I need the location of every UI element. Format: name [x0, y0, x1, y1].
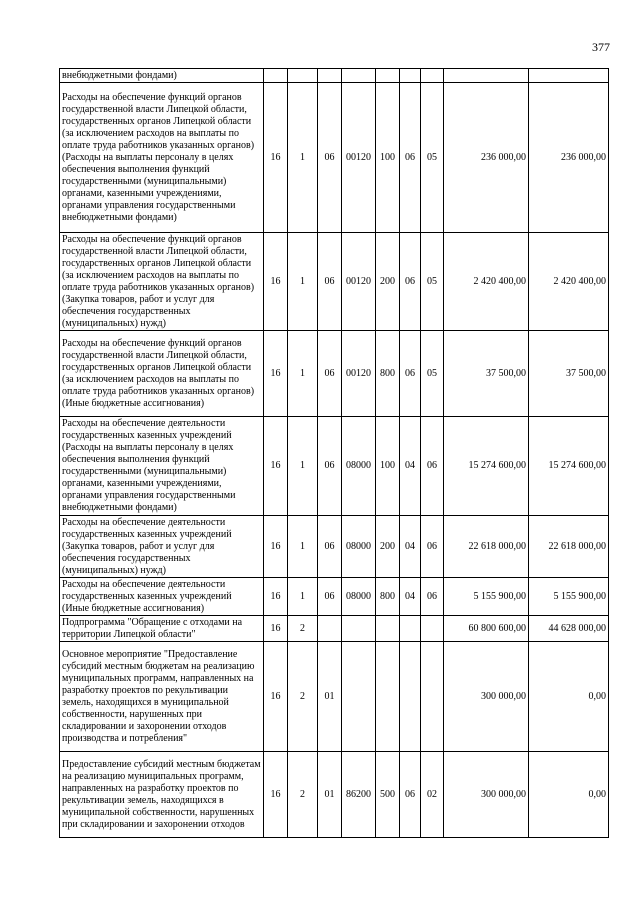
table-row: [60, 642, 609, 752]
cell-section: 06: [400, 331, 421, 417]
cell-event: 06: [318, 516, 342, 578]
cell-expense-type: 100: [376, 417, 400, 516]
cell-subsection: 06: [421, 578, 444, 616]
cell-direction: 00120: [342, 83, 376, 233]
cell-subsection: [421, 616, 444, 642]
cell-admin: 16: [264, 233, 288, 331]
cell-admin: 16: [264, 83, 288, 233]
cell-section: 04: [400, 417, 421, 516]
table-row: [60, 578, 609, 616]
row-description: Расходы на обеспечение функций органов государственной власти Липецкой области, государственных органов Липецкой области (за исключением расходов на выплаты по оплате труда работников указанных органов) (Иные бюджетные ассигнования): [60, 331, 264, 417]
cell-admin: 16: [264, 578, 288, 616]
cell-subprogram: 2: [288, 616, 318, 642]
cell-section: 06: [400, 752, 421, 838]
cell-amount-1: 236 000,00: [444, 83, 529, 233]
budget-table: [59, 68, 609, 838]
cell-expense-type: [376, 616, 400, 642]
cell-amount-2: [529, 69, 609, 83]
cell-amount-1: 60 800 600,00: [444, 616, 529, 642]
cell-subprogram: 1: [288, 83, 318, 233]
cell-expense-type: 800: [376, 578, 400, 616]
cell-subsection: 05: [421, 233, 444, 331]
row-description: Расходы на обеспечение функций органов государственной власти Липецкой области, государственных органов Липецкой области (за исключением расходов на выплаты по оплате труда работников указанных органов) (Закупка товаров, работ и услуг для обеспечения государственных (муниципальных) нужд): [60, 233, 264, 331]
cell-subsection: 06: [421, 417, 444, 516]
cell-subprogram: 1: [288, 578, 318, 616]
cell-event: 06: [318, 331, 342, 417]
cell-subprogram: 1: [288, 233, 318, 331]
cell-expense-type: 100: [376, 83, 400, 233]
cell-subprogram: 1: [288, 516, 318, 578]
cell-section: [400, 642, 421, 752]
cell-amount-2: 2 420 400,00: [529, 233, 609, 331]
cell-section: 06: [400, 83, 421, 233]
cell-admin: 16: [264, 516, 288, 578]
cell-subsection: 02: [421, 752, 444, 838]
cell-subsection: [421, 69, 444, 83]
cell-event: 06: [318, 417, 342, 516]
cell-admin: 16: [264, 642, 288, 752]
cell-amount-1: 300 000,00: [444, 752, 529, 838]
cell-event: [318, 616, 342, 642]
table-row: [60, 752, 609, 838]
cell-direction: [342, 616, 376, 642]
cell-admin: 16: [264, 752, 288, 838]
cell-event: 01: [318, 752, 342, 838]
row-description: Подпрограмма "Обращение с отходами на территории Липецкой области": [60, 616, 264, 642]
cell-amount-1: 300 000,00: [444, 642, 529, 752]
cell-subprogram: 1: [288, 331, 318, 417]
cell-subprogram: 2: [288, 642, 318, 752]
row-description: внебюджетными фондами): [60, 69, 264, 83]
cell-amount-2: 0,00: [529, 752, 609, 838]
cell-admin: [264, 69, 288, 83]
cell-section: [400, 69, 421, 83]
table-row: [60, 69, 609, 83]
cell-amount-2: 22 618 000,00: [529, 516, 609, 578]
table-row: [60, 83, 609, 233]
cell-section: 06: [400, 233, 421, 331]
page-number: 377: [592, 40, 610, 54]
row-description: Основное мероприятие "Предоставление субсидий местным бюджетам на реализацию муниципальных программ, направленных на разработку проектов по рекультивации земель, находящихся в муниципальной собственности, нарушенных при складировании и захоронении отходов производства и потребления": [60, 642, 264, 752]
row-description: Предоставление субсидий местным бюджетам на реализацию муниципальных программ, направленных на разработку проектов по рекультивации земель, находящихся в муниципальной собственности, нарушенных при складировании и захоронении отходов: [60, 752, 264, 838]
row-description: Расходы на обеспечение деятельности государственных казенных учреждений (Расходы на выплаты персоналу в целях обеспечения выполнения функций государственными (муниципальными) органами, казенными учреждениями, органами управления государственными внебюджетными фондами): [60, 417, 264, 516]
cell-direction: 08000: [342, 516, 376, 578]
cell-amount-1: 5 155 900,00: [444, 578, 529, 616]
cell-expense-type: 200: [376, 233, 400, 331]
cell-subsection: [421, 642, 444, 752]
cell-subprogram: 2: [288, 752, 318, 838]
cell-amount-2: 5 155 900,00: [529, 578, 609, 616]
cell-amount-1: 22 618 000,00: [444, 516, 529, 578]
cell-amount-1: 37 500,00: [444, 331, 529, 417]
cell-amount-2: 37 500,00: [529, 331, 609, 417]
table-row: [60, 616, 609, 642]
cell-amount-2: 15 274 600,00: [529, 417, 609, 516]
cell-amount-2: 0,00: [529, 642, 609, 752]
cell-subsection: 05: [421, 331, 444, 417]
cell-admin: 16: [264, 616, 288, 642]
cell-amount-1: [444, 69, 529, 83]
cell-expense-type: [376, 69, 400, 83]
table-row: [60, 516, 609, 578]
cell-expense-type: [376, 642, 400, 752]
cell-expense-type: 200: [376, 516, 400, 578]
cell-event: [318, 69, 342, 83]
cell-direction: 86200: [342, 752, 376, 838]
table-row: [60, 331, 609, 417]
cell-amount-2: 44 628 000,00: [529, 616, 609, 642]
cell-direction: 00120: [342, 331, 376, 417]
row-description: Расходы на обеспечение деятельности государственных казенных учреждений (Иные бюджетные ассигнования): [60, 578, 264, 616]
cell-subprogram: 1: [288, 417, 318, 516]
cell-amount-1: 2 420 400,00: [444, 233, 529, 331]
cell-section: 04: [400, 578, 421, 616]
row-description: Расходы на обеспечение функций органов государственной власти Липецкой области, государственных органов Липецкой области (за исключением расходов на выплаты по оплате труда работников указанных органов) (Расходы на выплаты персоналу в целях обеспечения выполнения функций государственными (муниципальными) органами, казенными учреждениями, органами управления государственными внебюджетными фондами): [60, 83, 264, 233]
cell-event: 06: [318, 578, 342, 616]
cell-subsection: 06: [421, 516, 444, 578]
cell-admin: 16: [264, 331, 288, 417]
table-row: [60, 233, 609, 331]
cell-subprogram: [288, 69, 318, 83]
cell-section: 04: [400, 516, 421, 578]
cell-direction: 08000: [342, 417, 376, 516]
cell-section: [400, 616, 421, 642]
cell-event: 06: [318, 233, 342, 331]
cell-expense-type: 500: [376, 752, 400, 838]
cell-expense-type: 800: [376, 331, 400, 417]
cell-amount-2: 236 000,00: [529, 83, 609, 233]
cell-subsection: 05: [421, 83, 444, 233]
table-row: [60, 417, 609, 516]
cell-event: 06: [318, 83, 342, 233]
cell-amount-1: 15 274 600,00: [444, 417, 529, 516]
cell-admin: 16: [264, 417, 288, 516]
cell-direction: 08000: [342, 578, 376, 616]
cell-direction: [342, 69, 376, 83]
row-description: Расходы на обеспечение деятельности государственных казенных учреждений (Закупка товаров, работ и услуг для обеспечения государственных (муниципальных) нужд): [60, 516, 264, 578]
cell-direction: [342, 642, 376, 752]
cell-direction: 00120: [342, 233, 376, 331]
cell-event: 01: [318, 642, 342, 752]
